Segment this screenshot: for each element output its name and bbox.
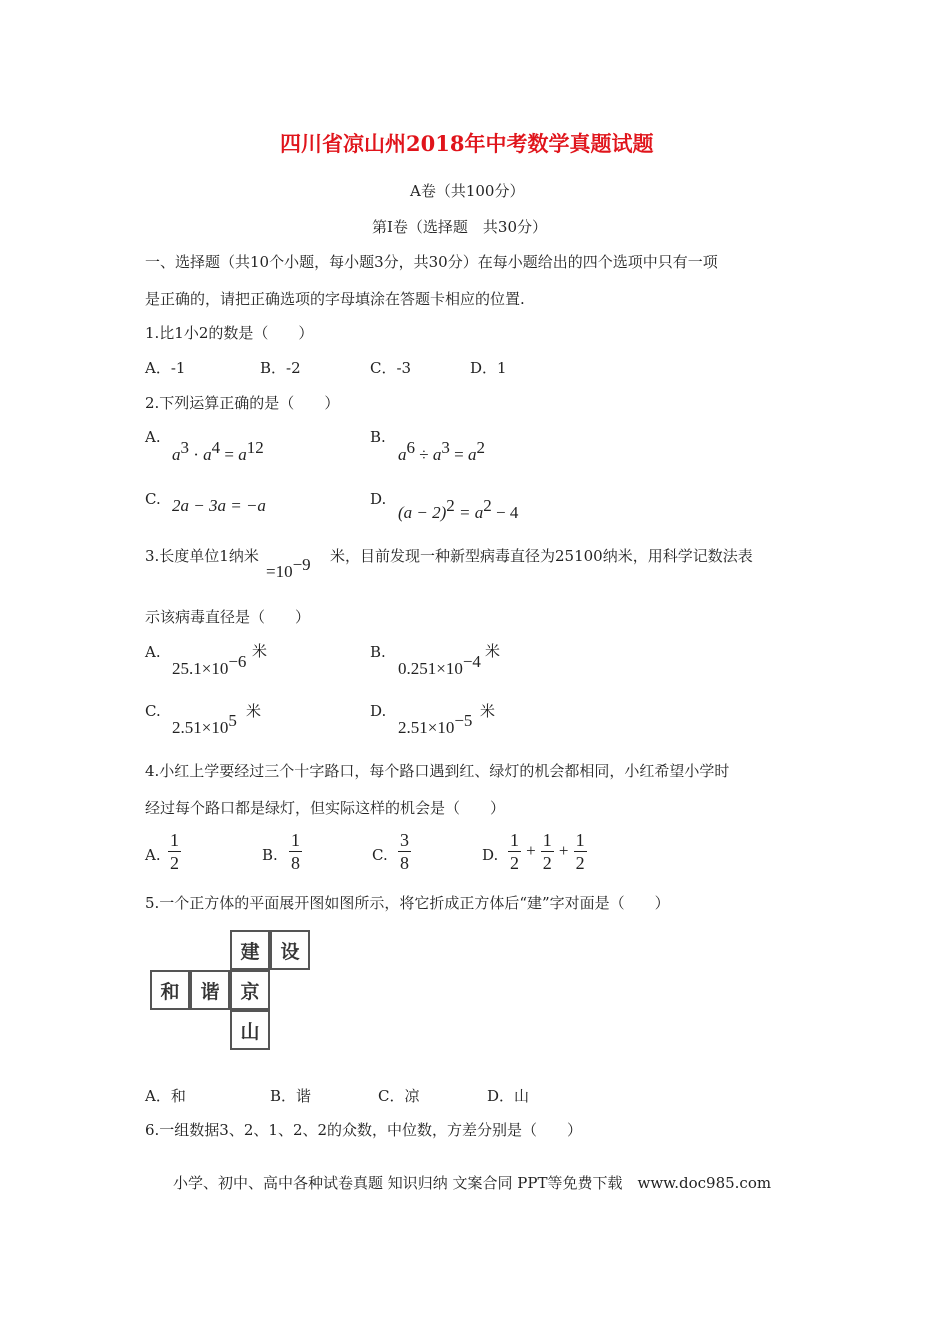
q1-option-b: B．-2 <box>260 359 301 377</box>
q1-option-d: D．1 <box>470 359 507 377</box>
q3-option-b-unit: 米 <box>485 642 501 660</box>
instruction-line-2: 是正确的，请把正确选项的字母填涂在答题卡相应的位置. <box>145 290 525 308</box>
q4-label-d: D. <box>482 846 499 864</box>
q1-option-c: C．-3 <box>370 359 412 377</box>
q3-label-d: D. <box>370 702 387 720</box>
q4-label-a: A. <box>145 846 161 864</box>
net-cell-jian: 建 <box>230 930 270 970</box>
q2-option-a-formula: $a^3 \cdot a^4 = a^{12}$ <box>172 438 264 464</box>
q3-option-b-formula: $0.251\times 10^{-4}$ <box>398 652 481 678</box>
q5-option-d: D．山 <box>487 1087 530 1105</box>
q3-option-d-formula: $2.51\times 10^{-5}$ <box>398 711 473 737</box>
net-cell-she: 设 <box>270 930 310 970</box>
question-4-line-1: 4.小红上学要经过三个十字路口，每个路口遇到红、绿灯的机会都相同，小红希望小学时 <box>145 762 730 780</box>
part-header: 第Ⅰ卷（选择题 共30分） <box>372 218 548 236</box>
q3-label-a: A. <box>145 643 161 661</box>
q3-option-d-unit: 米 <box>480 702 496 720</box>
question-3-stem-line-2: 示该病毒直径是（ ） <box>145 608 311 626</box>
q4-option-b-fraction: $\frac{1}{8}$ <box>291 830 300 873</box>
q3-option-c-unit: 米 <box>246 702 262 720</box>
q3-label-b: B. <box>370 643 386 661</box>
page-footer: 小学、初中、高中各种试卷真题 知识归纳 文案合同 PPT等免费下载 www.doc985.com <box>173 1174 772 1192</box>
net-cell-jing: 京 <box>230 970 270 1010</box>
q3-option-a-unit: 米 <box>252 642 268 660</box>
net-cell-he: 和 <box>150 970 190 1010</box>
question-3-stem-pre: 3.长度单位1纳米 <box>145 547 259 565</box>
section-header: A卷（共100分） <box>410 182 525 200</box>
net-cell-shan: 山 <box>230 1010 270 1050</box>
q2-label-a: A. <box>145 428 161 446</box>
q3-label-c: C. <box>145 702 161 720</box>
q3-option-a-formula: $25.1\times 10^{-6}$ <box>172 652 247 678</box>
question-4-line-2: 经过每个路口都是绿灯，但实际这样的机会是（ ） <box>145 799 506 817</box>
question-3-stem-post: 米，目前发现一种新型病毒直径为25100纳米，用科学记数法表 <box>330 547 753 565</box>
question-6-stem: 6.一组数据3、2、1、2、2的众数，中位数，方差分别是（ ） <box>145 1121 583 1139</box>
q2-option-b-formula: $a^6 \div a^3 = a^2$ <box>398 438 485 464</box>
q4-option-a-fraction: $\frac{1}{2}$ <box>170 830 179 873</box>
q2-option-d-formula: $(a - 2)^2 = a^2 - 4$ <box>398 496 519 522</box>
q3-option-c-formula: $2.51\times 10^5$ <box>172 711 237 737</box>
question-5-stem: 5.一个正方体的平面展开图如图所示，将它折成正方体后“建”字对面是（ ） <box>145 894 670 912</box>
q2-label-b: B. <box>370 428 386 446</box>
q2-option-c-formula: 2a − 3a = −a <box>172 496 266 515</box>
question-1-stem: 1.比1小2的数是（ ） <box>145 324 314 342</box>
page-title: 四川省凉山州2018年中考数学真题试题 <box>280 131 654 156</box>
q5-option-c: C．凉 <box>378 1087 420 1105</box>
q4-option-d-sum: $\frac{1}{2}$ + $\frac{1}{2}$ + $\frac{1}{2}$ <box>510 830 585 873</box>
q3-unit-formula: $=10^{-9}$ <box>266 555 311 581</box>
q2-label-d: D. <box>370 490 387 508</box>
q4-label-b: B. <box>262 846 278 864</box>
q5-option-b: B．谐 <box>270 1087 312 1105</box>
instruction-line-1: 一、选择题（共10个小题，每小题3分，共30分）在每小题给出的四个选项中只有一项 <box>145 253 718 271</box>
q4-label-c: C. <box>372 846 388 864</box>
q2-label-c: C. <box>145 490 161 508</box>
q1-option-a: A．-1 <box>145 359 186 377</box>
net-cell-xie: 谐 <box>190 970 230 1010</box>
q5-option-a: A．和 <box>145 1087 186 1105</box>
question-2-stem: 2.下列运算正确的是（ ） <box>145 394 340 412</box>
q4-option-c-fraction: $\frac{3}{8}$ <box>400 830 409 873</box>
